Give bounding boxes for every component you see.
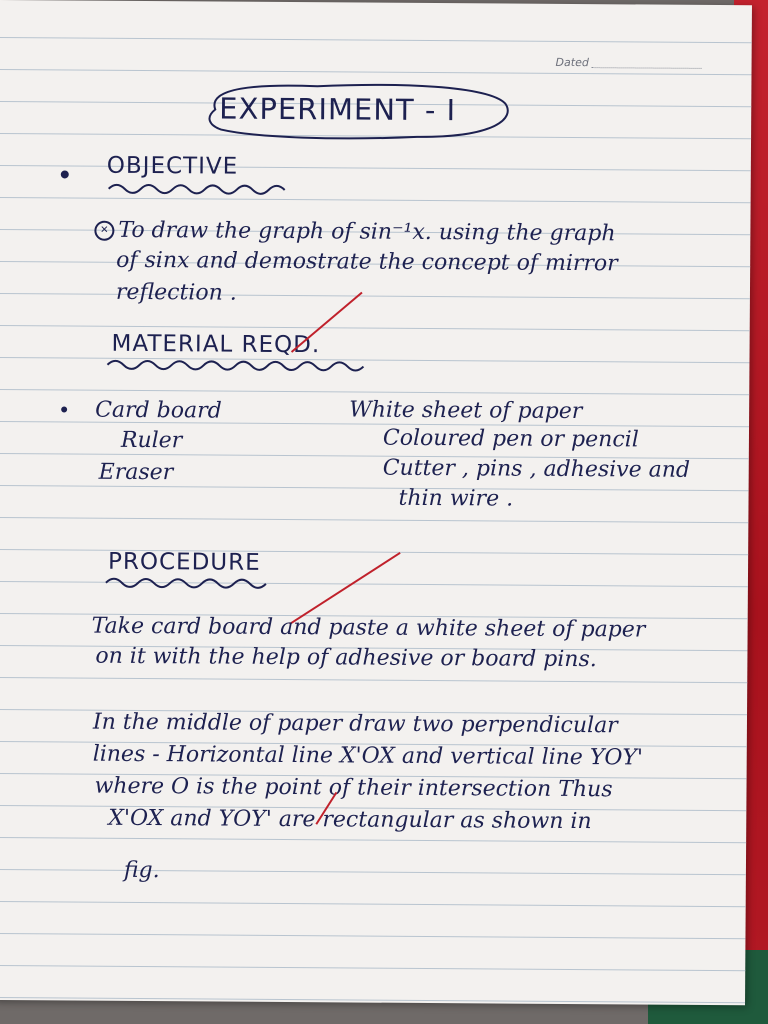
- procedure-para2-line-3: where O is the point of their intersection Thus: [94, 773, 613, 803]
- procedure-para1-line-1: Take card board and paste a white sheet of paper: [91, 613, 646, 643]
- objective-heading: OBJECTIVE: [106, 152, 239, 180]
- procedure-para1-line-2: on it with the help of adhesive or board pins.: [95, 643, 597, 673]
- target-icon: ✕: [94, 221, 114, 241]
- material-left-2: Ruler: [120, 427, 183, 454]
- material-right-1: White sheet of paper: [349, 397, 583, 425]
- dated-label: Dated: [555, 55, 589, 70]
- bullet-objective: [61, 170, 69, 178]
- red-tick-mark-3: [312, 788, 342, 828]
- dated-line: [592, 67, 702, 69]
- bullet-materials: [61, 406, 67, 412]
- procedure-para2-line-1: In the middle of paper draw two perpendicular: [92, 709, 618, 739]
- material-left-1: Card board: [95, 397, 222, 424]
- procedure-para2-line-2: lines - Horizontal line X'OX and vertical line YOY': [92, 741, 644, 771]
- objective-line-3: reflection .: [115, 279, 237, 306]
- objective-text-1: To draw the graph of sin⁻¹x. using the graph: [118, 217, 616, 247]
- material-right-2: Coloured pen or pencil: [382, 425, 639, 453]
- objective-underline: [107, 181, 297, 198]
- procedure-para2-line-5: fig.: [123, 857, 160, 884]
- red-tick-mark-1: [288, 286, 368, 357]
- material-left-3: Eraser: [98, 459, 174, 486]
- procedure-underline: [104, 575, 280, 592]
- title-box: [197, 79, 515, 141]
- materials-underline: [105, 357, 375, 375]
- objective-line-2: of sinx and demostrate the concept of mirror: [116, 247, 618, 277]
- procedure-para2-line-4: X'OX and YOY' are rectangular as shown in: [108, 805, 592, 835]
- material-right-4: thin wire .: [398, 485, 514, 512]
- material-right-3: Cutter , pins , adhesive and: [382, 455, 691, 483]
- materials-heading: MATERIAL REQD.: [111, 330, 321, 359]
- page-title: EXPERIMENT - I: [219, 91, 457, 128]
- procedure-heading: PROCEDURE: [107, 548, 261, 576]
